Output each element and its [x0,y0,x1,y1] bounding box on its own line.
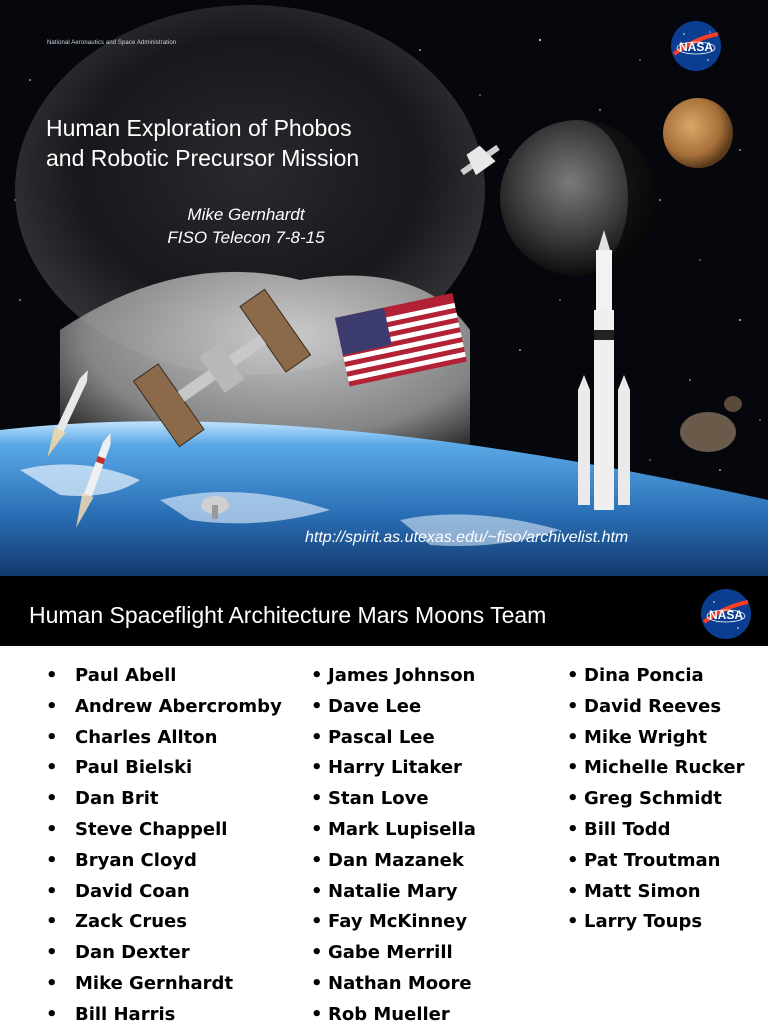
bullet-icon: • [46,1003,58,1025]
team-member [311,756,476,787]
team-member-name: Pat Troutman [584,849,721,871]
bullet-icon: • [311,726,323,748]
team-member-name: Paul Bielski [75,757,193,779]
team-slide [0,576,768,1024]
team-member [46,664,282,695]
title-line-1: Human Exploration of Phobos [46,115,352,141]
bullet-icon: • [567,788,579,810]
team-member [46,941,282,972]
team-member-name: Steve Chappell [75,818,228,840]
bullet-icon: • [311,757,323,779]
team-member-name: Bill Harris [75,1003,176,1025]
bullet-icon: • [311,695,323,717]
presentation-title [46,113,476,173]
team-member [567,664,745,695]
team-member-name: Paul Abell [75,665,177,686]
team-member-name: Bill Todd [584,818,671,840]
bullet-icon: • [567,665,579,686]
bullet-icon: • [567,849,579,871]
team-member [567,726,745,757]
team-member-name: Zack Crues [75,911,187,933]
team-member-name: Michelle Rucker [584,757,745,779]
bullet-icon: • [567,818,579,840]
team-member-name: Greg Schmidt [584,788,722,810]
team-member-name: Charles Allton [75,726,218,748]
bullet-icon: • [46,788,58,810]
bullet-icon: • [567,880,579,902]
team-member-name: Dan Brit [75,788,159,810]
team-member [46,695,282,726]
team-member [567,756,745,787]
team-member [311,941,476,972]
team-slide-title: Human Spaceflight Architecture Mars Moons Team [29,602,547,628]
team-member [567,818,745,849]
team-member [311,1003,476,1034]
team-member [46,756,282,787]
bullet-icon: • [311,1003,323,1025]
bullet-icon: • [46,849,58,871]
team-member-name: David Reeves [584,695,722,717]
agency-name: National Aeronautics and Space Administration [47,40,177,46]
earth [0,421,768,576]
team-member-name: Mike Wright [584,726,707,748]
team-member [567,880,745,911]
team-member [46,972,282,1003]
team-member [311,726,476,757]
team-member-name: Gabe Merrill [328,942,453,964]
bullet-icon: • [311,665,323,686]
team-member-name: Fay McKinney [328,911,468,933]
bullet-icon: • [46,942,58,964]
team-member-name: Mike Gernhardt [75,972,234,994]
team-member [46,787,282,818]
team-member [311,972,476,1003]
mars [663,98,733,168]
team-member [46,726,282,757]
team-member [311,880,476,911]
bullet-icon: • [311,788,323,810]
team-member-name: Mark Lupisella [328,818,476,840]
team-member-name: Natalie Mary [328,880,458,902]
team-member [46,849,282,880]
team-member [311,849,476,880]
bullet-icon: • [311,911,323,933]
team-member [46,1003,282,1034]
team-member [311,664,476,695]
archive-url: http://spirit.as.utexas.edu/~fiso/archivelist.htm [305,529,629,546]
event-name: FISO Telecon 7-8-15 [167,228,325,247]
bullet-icon: • [46,695,58,717]
title-line-2: and Robotic Precursor Mission [46,145,360,171]
bullet-icon: • [311,818,323,840]
team-member [46,880,282,911]
bullet-icon: • [567,757,579,779]
team-member-name: Pascal Lee [328,726,435,748]
nasa-logo-icon [670,20,722,72]
presenter-name: Mike Gernhardt [187,205,305,224]
team-member [567,695,745,726]
team-member [311,910,476,941]
team-member [46,818,282,849]
team-member [567,910,745,941]
team-member-name: Dina Poncia [584,665,704,686]
team-member-name: Bryan Cloyd [75,849,197,871]
bullet-icon: • [311,942,323,964]
team-member-name: David Coan [75,880,190,902]
team-member-name: Andrew Abercromby [75,695,282,717]
team-member [311,787,476,818]
bullet-icon: • [46,880,58,902]
bullet-icon: • [46,972,58,994]
team-list-column-3 [567,664,745,941]
bullet-icon: • [46,911,58,933]
bullet-icon: • [46,665,58,686]
team-member-name: Stan Love [328,788,429,810]
bullet-icon: • [46,757,58,779]
bullet-icon: • [46,818,58,840]
team-member-name: Larry Toups [584,911,703,933]
team-member-name: Matt Simon [584,880,701,902]
team-member-name: Dan Mazanek [328,849,464,871]
team-member [46,910,282,941]
presenter-block [146,203,346,249]
bullet-icon: • [567,726,579,748]
bullet-icon: • [46,726,58,748]
team-list-column-2 [311,664,476,1034]
team-member [567,849,745,880]
nasa-logo-text: NASA [708,608,744,622]
team-member [311,695,476,726]
nasa-logo-icon [700,588,752,640]
team-member-name: Harry Litaker [328,757,462,779]
team-member [311,818,476,849]
bullet-icon: • [567,911,579,933]
team-member-name: Rob Mueller [328,1003,450,1025]
asteroid [680,412,736,452]
team-member [567,787,745,818]
bullet-icon: • [311,849,323,871]
team-list-column-1 [46,664,282,1034]
bullet-icon: • [567,695,579,717]
team-member-name: Dan Dexter [75,942,190,964]
bullet-icon: • [311,972,323,994]
team-member-name: James Johnson [328,665,476,686]
team-slide-header [0,576,768,646]
bullet-icon: • [311,880,323,902]
team-member-name: Dave Lee [328,695,422,717]
team-member-name: Nathan Moore [328,972,472,994]
nasa-logo-text: NASA [678,40,714,54]
